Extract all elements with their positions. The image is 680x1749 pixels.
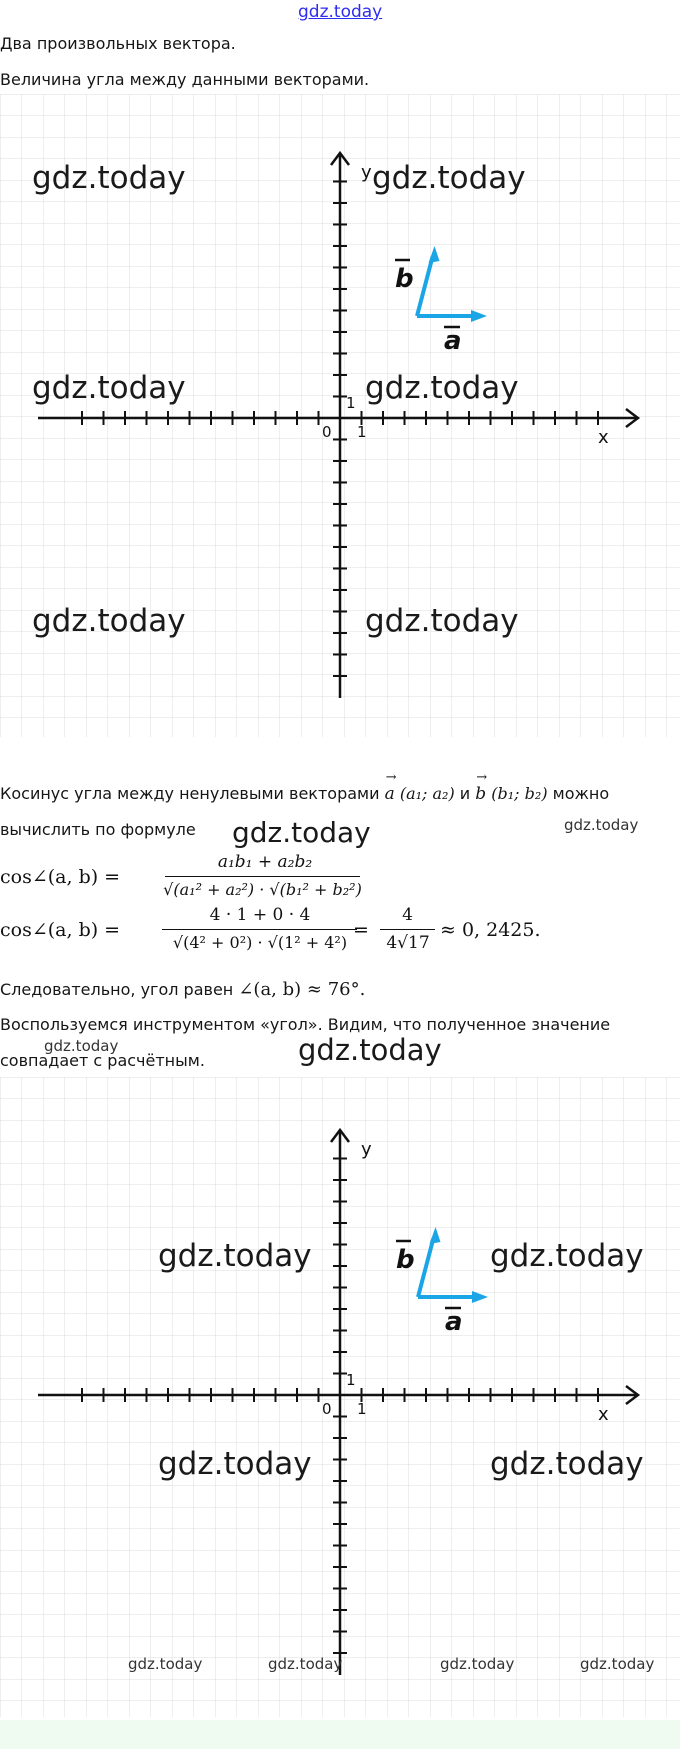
watermark: gdz.today	[372, 160, 526, 196]
watermark: gdz.today	[440, 1655, 515, 1673]
watermark: gdz.today	[268, 1655, 343, 1673]
watermark: gdz.today	[298, 1033, 442, 1067]
vector-b-label: b	[396, 1245, 415, 1275]
watermark: gdz.today	[365, 603, 519, 639]
footer-bar	[0, 1720, 680, 1749]
vector-arrow-icon: →	[385, 770, 397, 785]
x-axis-label: x	[598, 427, 609, 448]
watermark: gdz.today	[564, 816, 639, 834]
vector-b-label: b	[395, 264, 414, 294]
formula-2-equals: =	[353, 919, 369, 941]
watermark: gdz.today	[44, 1037, 119, 1055]
formula-2-frac-den: 4√17	[386, 933, 430, 953]
conclusion-line: Следовательно, угол равен ∠(a, b) ≈ 76°.	[0, 979, 366, 1000]
formula-2-frac-num: 4	[402, 905, 413, 925]
watermark: gdz.today	[580, 1655, 655, 1673]
formula-2-lhs: cos∠(a, b) =	[0, 919, 121, 941]
formula-2-result: ≈ 0, 2425.	[440, 919, 541, 941]
cos-intro-line-2: вычислить по формуле	[0, 820, 196, 839]
watermark: gdz.today	[490, 1238, 644, 1274]
formula-1-lhs: cos∠(a, b) =	[0, 866, 121, 888]
watermark: gdz.today	[490, 1446, 644, 1482]
formula-1-denominator: √(a₁² + a₂²) · √(b₁² + b₂²)	[163, 880, 362, 899]
watermark: gdz.today	[365, 370, 519, 406]
watermark: gdz.today	[32, 370, 186, 406]
fraction-line	[162, 929, 357, 930]
formula-2-denominator: √(4² + 0²) · √(1² + 4²)	[172, 933, 348, 952]
vector-arrow-icon: →	[476, 770, 488, 785]
y-axis-label: y	[361, 1139, 372, 1160]
site-link[interactable]: gdz.today	[298, 2, 383, 22]
fraction-line	[380, 929, 435, 930]
intro-line-1: Два произвольных вектора.	[0, 34, 236, 53]
formula-1-numerator: a₁b₁ + a₂b₂	[217, 852, 313, 872]
vector-graph-2	[0, 1077, 680, 1717]
watermark: gdz.today	[232, 816, 371, 849]
tool-line-1: Воспользуемся инструментом «угол». Видим, что полученное значение	[0, 1015, 611, 1034]
tick-y-label: 1	[346, 1371, 356, 1389]
formula-2-numerator: 4 · 1 + 0 · 4	[209, 905, 311, 925]
origin-label: 0	[322, 1400, 332, 1418]
y-axis-label: y	[361, 162, 372, 183]
vector-a-label: a	[444, 326, 462, 356]
fraction-line	[165, 876, 360, 877]
watermark: gdz.today	[128, 1655, 203, 1673]
vector-a-label: a	[445, 1307, 463, 1337]
watermark: gdz.today	[32, 603, 186, 639]
watermark: gdz.today	[32, 160, 186, 196]
origin-label: 0	[322, 423, 332, 441]
tick-y-label: 1	[346, 394, 356, 412]
cos-intro-line-1: Косинус угла между ненулевыми векторами → a (a₁; a₂) и → b (b₁; b₂) можно	[0, 770, 610, 804]
intro-line-2: Величина угла между данными векторами.	[0, 70, 370, 89]
tick-x-label: 1	[357, 1400, 367, 1418]
tick-x-label: 1	[357, 423, 367, 441]
x-axis-label: x	[598, 1404, 609, 1425]
tool-line-2: совпадает с расчётным.	[0, 1051, 205, 1070]
watermark: gdz.today	[158, 1446, 312, 1482]
watermark: gdz.today	[158, 1238, 312, 1274]
